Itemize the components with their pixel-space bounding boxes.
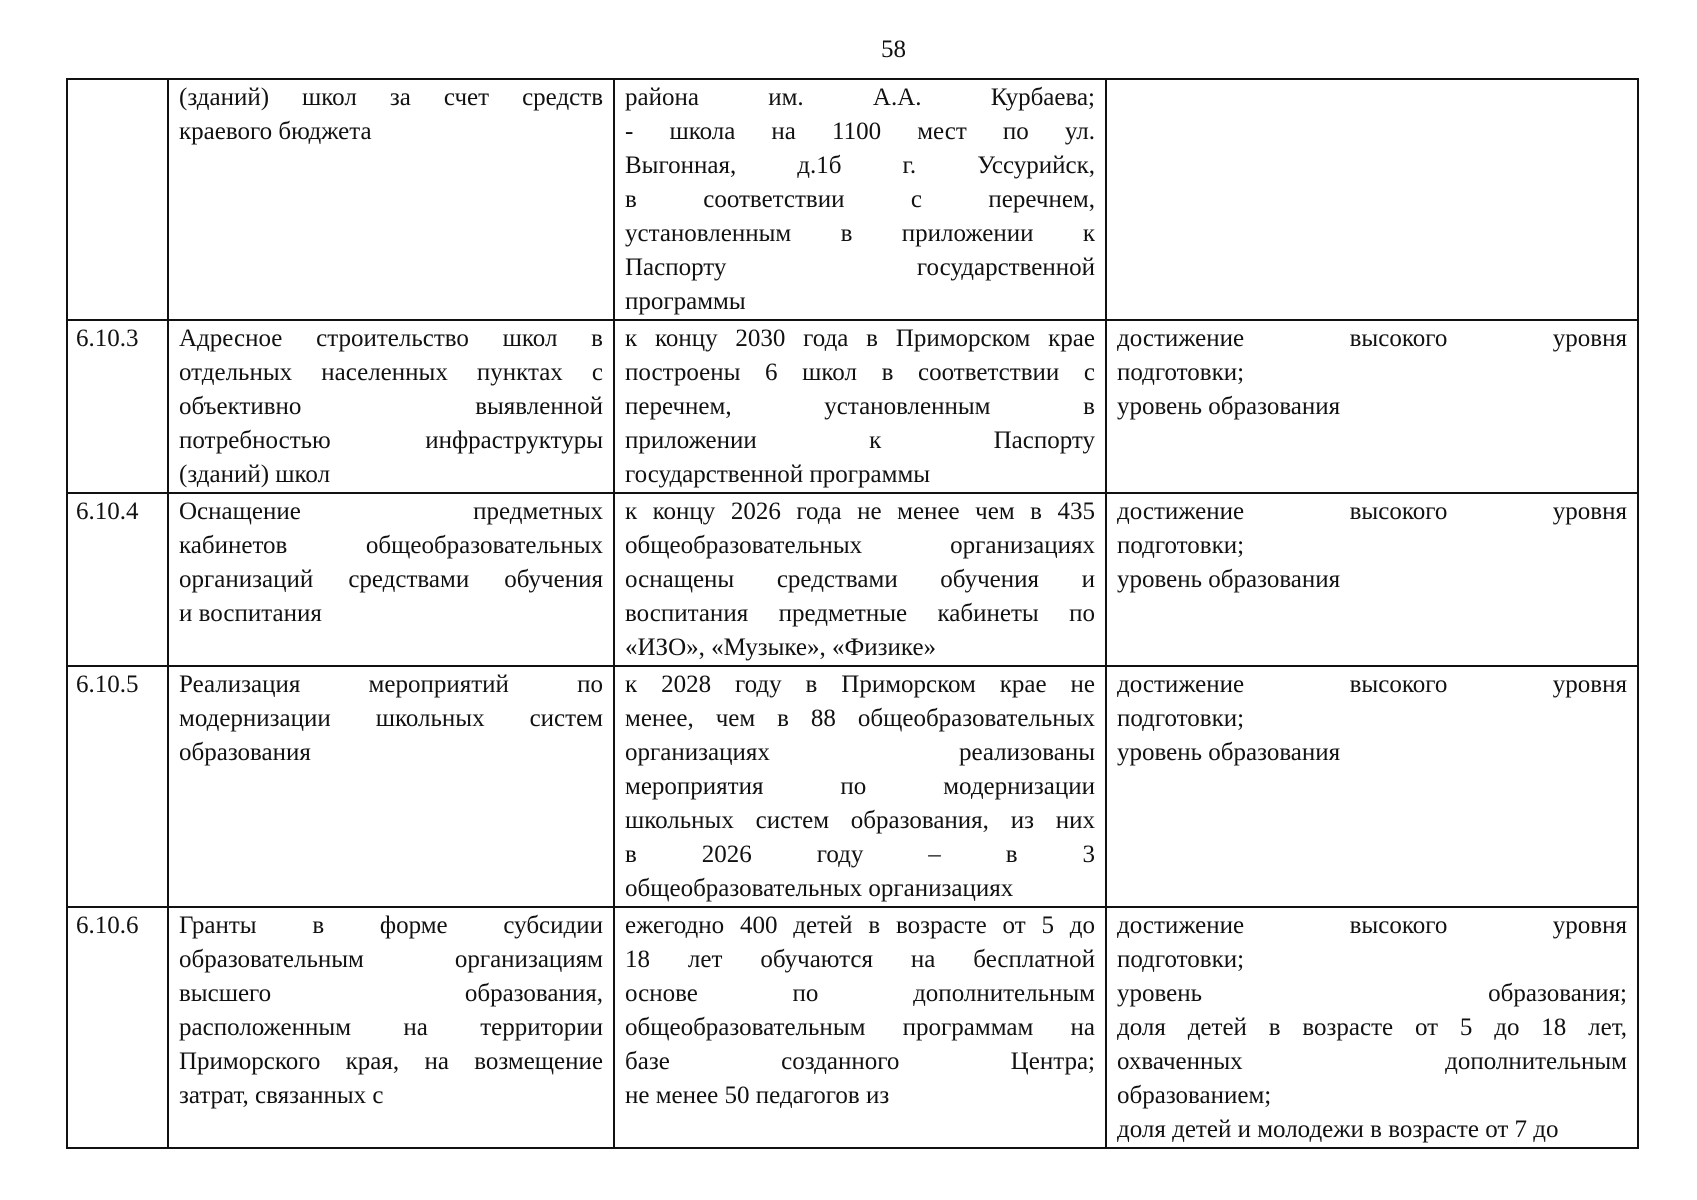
cell-text-line: государственной программы: [625, 461, 931, 488]
cell-text-line: образования: [179, 739, 311, 766]
cell-text-line: доля детей в возрасте от 5 до 18 лет,: [1117, 1014, 1627, 1041]
cell-text-line: уровень образования: [1117, 566, 1341, 593]
cell-text-line: перечнем, установленным в: [625, 393, 1095, 420]
cell-text-line: установленным в приложении к: [625, 220, 1095, 247]
cell-text-line: к концу 2026 года не менее чем в 435: [625, 498, 1095, 525]
measure-link-cell: [1106, 907, 1638, 1148]
cell-text-line: базе созданного Центра;: [625, 1048, 1095, 1075]
cell-text-line: воспитания предметные кабинеты по: [625, 600, 1095, 627]
cell-text-line: потребностью инфраструктуры: [179, 427, 603, 454]
cell-text-line: Адресное строительство школ в: [179, 325, 603, 352]
cell-text-line: объективно выявленной: [179, 393, 603, 420]
cell-text-line: Выгонная, д.1б г. Уссурийск,: [625, 152, 1095, 179]
measure-name-cell: [168, 666, 614, 907]
cell-text-line: организаций средствами обучения: [179, 566, 603, 593]
cell-text-line: ежегодно 400 детей в возрасте от 5 до: [625, 912, 1095, 939]
measures-table-body: [67, 79, 1638, 1148]
measure-link-cell: [1106, 79, 1638, 320]
measure-name-cell: [168, 79, 614, 320]
cell-text-line: не менее 50 педагогов из: [625, 1082, 890, 1109]
cell-text-line: достижение высокого уровня: [1117, 325, 1627, 352]
cell-text-line: «ИЗО», «Музыке», «Физике»: [625, 634, 937, 661]
cell-text-line: уровень образования: [1117, 739, 1341, 766]
cell-text-line: построены 6 школ в соответствии с: [625, 359, 1095, 386]
measure-number-cell: 6.10.6: [67, 907, 168, 1148]
cell-text-line: Гранты в форме субсидии: [179, 912, 603, 939]
cell-text-line: образованием;: [1117, 1082, 1272, 1109]
page-number: 58: [881, 36, 906, 63]
cell-text-line: в 2026 году – в 3: [625, 841, 1095, 868]
cell-text-line: отдельных населенных пунктах с: [179, 359, 603, 386]
cell-text-line: уровень образования;: [1117, 980, 1627, 1007]
cell-text-line: организациях реализованы: [625, 739, 1095, 766]
cell-text-line: приложении к Паспорту: [625, 427, 1095, 454]
cell-text-line: затрат, связанных с: [179, 1082, 384, 1109]
table-row: [67, 493, 1638, 666]
cell-text-line: расположенным на территории: [179, 1014, 603, 1041]
table-row: [67, 907, 1638, 1148]
measure-number-cell: 6.10.4: [67, 493, 168, 666]
cell-text-line: общеобразовательным программам на: [625, 1014, 1095, 1041]
cell-text-line: мероприятия по модернизации: [625, 773, 1095, 800]
measure-link-cell: [1106, 493, 1638, 666]
cell-text-line: краевого бюджета: [179, 118, 372, 145]
measure-name-cell: [168, 320, 614, 493]
cell-text-line: района им. А.А. Курбаева;: [625, 84, 1095, 111]
cell-text-line: Оснащение предметных: [179, 498, 603, 525]
cell-text-line: (зданий) школ: [179, 461, 331, 488]
cell-text-line: подготовки;: [1117, 359, 1245, 386]
cell-text-line: общеобразовательных организациях: [625, 875, 1014, 902]
cell-text-line: Приморского края, на возмещение: [179, 1048, 603, 1075]
cell-text-line: достижение высокого уровня: [1117, 912, 1627, 939]
measure-name-cell: [168, 493, 614, 666]
cell-text-line: доля детей и молодежи в возрасте от 7 до: [1117, 1116, 1559, 1143]
cell-text-line: оснащены средствами обучения и: [625, 566, 1095, 593]
cell-text-line: подготовки;: [1117, 532, 1245, 559]
cell-text-line: охваченных дополнительным: [1117, 1048, 1627, 1075]
cell-text-line: и воспитания: [179, 600, 322, 627]
cell-text-line: основе по дополнительным: [625, 980, 1095, 1007]
measure-result-cell: [614, 79, 1106, 320]
measure-name-cell: [168, 907, 614, 1148]
cell-text-line: программы: [625, 288, 746, 315]
cell-text-line: подготовки;: [1117, 705, 1245, 732]
measure-result-cell: [614, 907, 1106, 1148]
measure-link-cell: [1106, 666, 1638, 907]
cell-text-line: Паспорту государственной: [625, 254, 1095, 281]
cell-text-line: высшего образования,: [179, 980, 603, 1007]
measure-result-cell: [614, 666, 1106, 907]
table-row: [67, 79, 1638, 320]
cell-text-line: модернизации школьных систем: [179, 705, 603, 732]
cell-text-line: Реализация мероприятий по: [179, 671, 603, 698]
cell-text-line: к 2028 году в Приморском крае не: [625, 671, 1095, 698]
measure-result-cell: [614, 320, 1106, 493]
cell-text-line: 18 лет обучаются на бесплатной: [625, 946, 1095, 973]
cell-text-line: к концу 2030 года в Приморском крае: [625, 325, 1095, 352]
cell-text-line: образовательным организациям: [179, 946, 603, 973]
cell-text-line: - школа на 1100 мест по ул.: [625, 118, 1095, 145]
cell-text-line: (зданий) школ за счет средств: [179, 84, 603, 111]
cell-text-line: уровень образования: [1117, 393, 1341, 420]
measure-result-cell: [614, 493, 1106, 666]
cell-text-line: кабинетов общеобразовательных: [179, 532, 603, 559]
measures-table: [66, 78, 1639, 1149]
cell-text-line: школьных систем образования, из них: [625, 807, 1095, 834]
cell-text-line: достижение высокого уровня: [1117, 498, 1627, 525]
measure-number-cell: [67, 79, 168, 320]
cell-text-line: в соответствии с перечнем,: [625, 186, 1095, 213]
cell-text-line: подготовки;: [1117, 946, 1245, 973]
cell-text-line: достижение высокого уровня: [1117, 671, 1627, 698]
measure-number-cell: 6.10.5: [67, 666, 168, 907]
measure-link-cell: [1106, 320, 1638, 493]
cell-text-line: общеобразовательных организациях: [625, 532, 1095, 559]
table-row: [67, 320, 1638, 493]
cell-text-line: менее, чем в 88 общеобразовательных: [625, 705, 1095, 732]
measure-number-cell: 6.10.3: [67, 320, 168, 493]
table-row: [67, 666, 1638, 907]
